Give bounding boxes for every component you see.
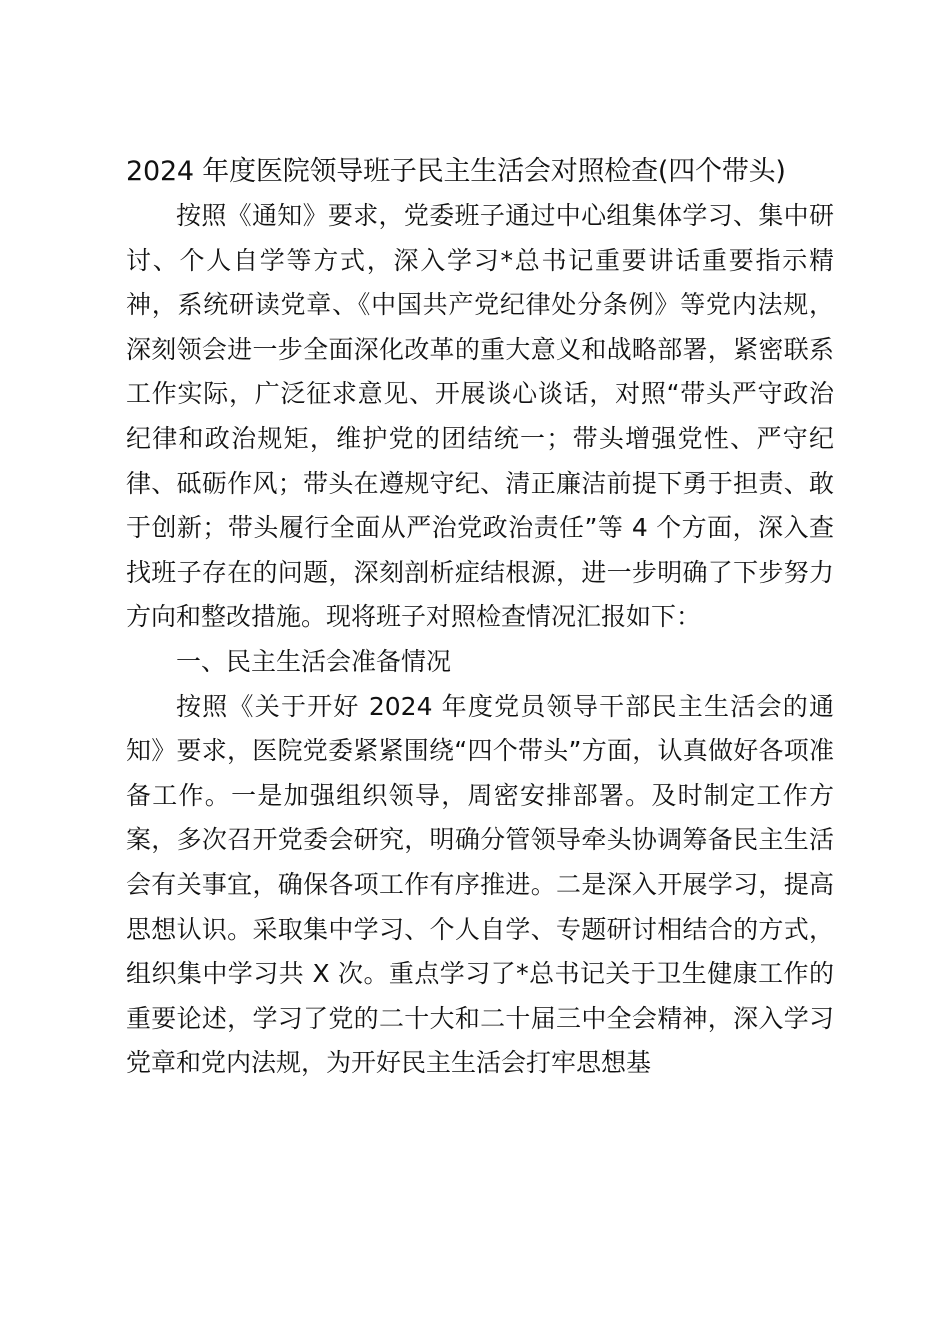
section-heading: 一、民主生活会准备情况 (176, 646, 452, 676)
document-title: 2024 年度医院领导班子民主生活会对照检查(四个带头) (126, 156, 786, 187)
section-paragraph: 按照《关于开好 2024 年度党员领导干部民主生活会的通知》要求，医院党委紧紧围绕“四个带头”方面，认真做好各项准备工作。一是加强组织领导，周密安排部署。及时制定工作方案，多次召开党委会研究，明确分管领导牵头协调筹备民主生活会有关事宜，确保各项工作有序推进。二是深入开展学习，提高思想认识。采取集中学习、个人自学、专题研讨相结合的方式，组织集中学习共 X 次。重点学习了*总书记关于卫生健康工作的重要论述，学习了党的二十大和二十届三中全会精神，深入学习党章和党内法规，为开好民主生活会打牢思想基 (126, 691, 834, 1078)
document-body (126, 150, 834, 1086)
intro-paragraph: 按照《通知》要求，党委班子通过中心组集体学习、集中研讨、个人自学等方式，深入学习*总书记重要讲话重要指示精神，系统研读党章、《中国共产党纪律处分条例》等党内法规，深刻领会进一步全面深化改革的重大意义和战略部署，紧密联系工作实际，广泛征求意见、开展谈心谈话，对照“带头严守政治纪律和政治规矩，维护党的团结统一；带头增强党性、严守纪律、砥砺作风；带头在遵规守纪、清正廉洁前提下勇于担责、敢于创新；带头履行全面从严治党政治责任”等 4 个方面，深入查找班子存在的问题，深刻剖析症结根源，进一步明确了下步努力方向和整改措施。现将班子对照检查情况汇报如下： (126, 201, 834, 632)
